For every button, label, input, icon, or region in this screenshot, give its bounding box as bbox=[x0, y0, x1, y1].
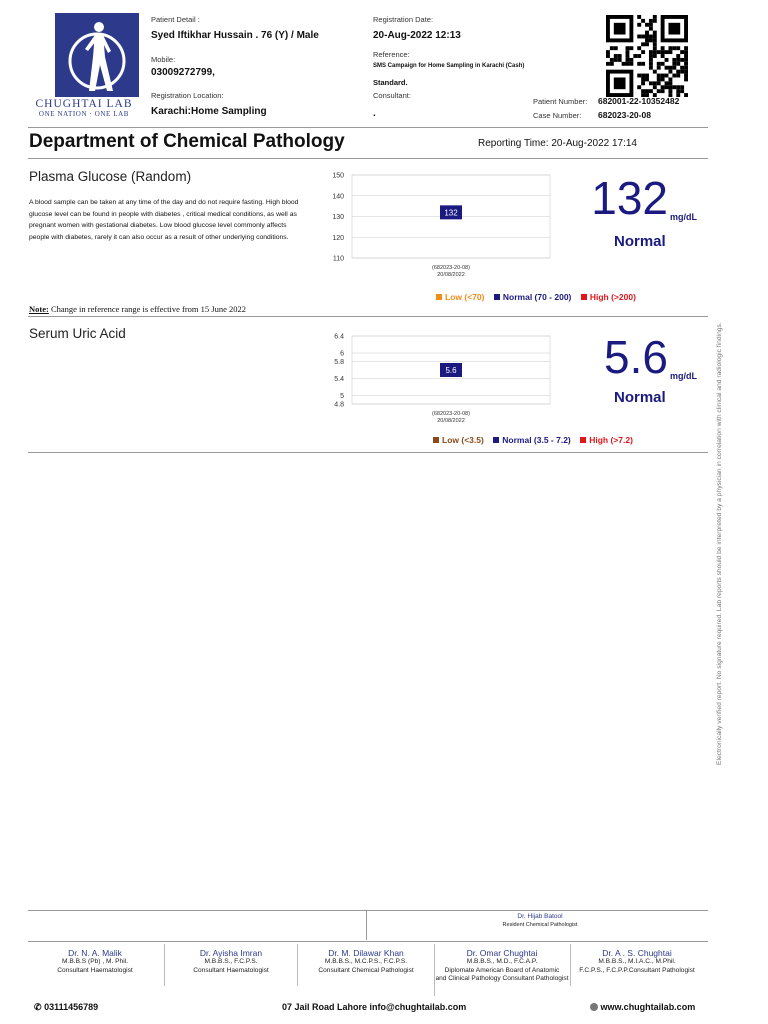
case-number-value: 682023-20-08 bbox=[598, 110, 651, 120]
resident-title: Resident Chemical Pathologist bbox=[502, 922, 578, 928]
legend-low: Low (<70) bbox=[436, 292, 484, 302]
signature-divider bbox=[366, 910, 367, 940]
x-label: (682023-20-08) bbox=[432, 265, 470, 271]
consultant-value: . bbox=[373, 108, 376, 119]
footer-website[interactable]: www.chughtailab.com bbox=[590, 1002, 695, 1012]
uric-acid-unit: mg/dL bbox=[670, 371, 697, 381]
location-value: Karachi:Home Sampling bbox=[151, 106, 267, 117]
test-title-glucose: Plasma Glucose (Random) bbox=[29, 169, 192, 184]
value-marker-label: 132 bbox=[444, 208, 458, 218]
tick-label: 110 bbox=[332, 255, 344, 263]
glucose-value: 132 bbox=[591, 172, 668, 224]
footer-address: 07 Jail Road Lahore info@chughtailab.com bbox=[282, 1002, 467, 1012]
patient-number-value: 682001-22-10352482 bbox=[598, 96, 680, 106]
patient-detail-label: Patient Detail : bbox=[151, 15, 200, 24]
tick-label: 140 bbox=[332, 193, 344, 201]
tick-label: 4.8 bbox=[334, 401, 344, 409]
mobile-value: 03009272799, bbox=[151, 67, 215, 78]
verification-side-text: Electronically verified report. No signature required. Lab reports should be interpreted by a physician in correlation with clinical and radiologic findings. bbox=[716, 322, 723, 765]
tick-label: 150 bbox=[332, 172, 344, 180]
doctors-top-line bbox=[28, 941, 708, 942]
globe-icon bbox=[590, 1003, 598, 1011]
doctor-card: Dr. Ayisha Imran M.B.B.S., F.C.P.S. Consultant Haematologist bbox=[193, 948, 269, 974]
value-marker-label: 5.6 bbox=[445, 366, 457, 375]
glucose-unit: mg/dL bbox=[670, 212, 697, 222]
legend-low: Low (<3.5) bbox=[433, 435, 484, 445]
glucose-legend bbox=[436, 292, 636, 302]
reference-label: Reference: bbox=[373, 50, 410, 59]
location-label: Registration Location: bbox=[151, 91, 224, 100]
legend-normal: Normal (70 - 200) bbox=[494, 292, 572, 302]
registration-date-label: Registration Date: bbox=[373, 15, 434, 24]
test-title-uric-acid: Serum Uric Acid bbox=[29, 326, 126, 341]
logo-name: CHUGHTAI LAB bbox=[35, 98, 133, 110]
signature-top-line bbox=[28, 910, 708, 911]
reference-value-2: Standard. bbox=[373, 78, 408, 87]
reference-note: Note: Change in reference range is effective from 15 June 2022 bbox=[29, 304, 246, 314]
uric-acid-chart bbox=[320, 328, 560, 433]
tick-label: 130 bbox=[332, 214, 344, 221]
header-divider bbox=[28, 127, 708, 128]
resident-name: Dr. Hijab Batool bbox=[517, 913, 563, 920]
doctor-card: Dr. N. A. Malik M.B.B.S (Pb) , M. Phil. Consultant Haematologist bbox=[57, 948, 133, 974]
legend-normal: Normal (3.5 - 7.2) bbox=[493, 435, 571, 445]
doctor-card: Dr. Omar Chughtai M.B.B.S., M.D., F.C.A.P. Diplomate American Board of Anatomic and Clinical Pathology Consultant Pathologist bbox=[435, 948, 569, 982]
lab-logo bbox=[55, 13, 139, 97]
patient-detail-value: Syed Iftikhar Hussain . 76 (Y) / Male bbox=[151, 30, 319, 41]
department-title: Department of Chemical Pathology bbox=[29, 131, 345, 152]
tick-label: 5.4 bbox=[334, 376, 344, 383]
uric-acid-legend bbox=[433, 435, 633, 445]
section-divider-2 bbox=[28, 316, 708, 317]
doctor-card: Dr. A . S. Chughtai M.B.B.S., M.I.A.C., M.Phil. F.C.P.S., F.C.P.P.Consultant Pathologist bbox=[579, 948, 695, 974]
section-divider bbox=[28, 158, 708, 159]
mobile-label: Mobile: bbox=[151, 55, 176, 64]
legend-high: High (>200) bbox=[581, 292, 636, 302]
phone-icon: ✆ bbox=[34, 1002, 42, 1012]
qr-code bbox=[606, 15, 688, 97]
tick-label: 5.8 bbox=[334, 359, 344, 366]
patient-number-label: Patient Number: bbox=[533, 97, 588, 106]
x-label: 20/08/2022 bbox=[437, 418, 465, 424]
registration-date-value: 20-Aug-2022 12:13 bbox=[373, 30, 461, 41]
uric-acid-value: 5.6 bbox=[604, 331, 668, 383]
consultant-label: Consultant: bbox=[373, 91, 411, 100]
case-number-label: Case Number: bbox=[533, 111, 582, 120]
x-label: 20/08/2022 bbox=[437, 272, 465, 278]
tick-label: 6.4 bbox=[334, 333, 344, 341]
glucose-chart bbox=[320, 170, 560, 280]
doctor-card: Dr. M. Dilawar Khan M.B.B.S., M.C.P.S., F.C.P.S. Consultant Chemical Pathologist bbox=[318, 948, 414, 974]
footer-phone[interactable]: ✆ 03111456789 bbox=[34, 1002, 99, 1012]
uric-acid-status: Normal bbox=[614, 389, 666, 406]
reference-value: SMS Campaign for Home Sampling in Karachi (Cash) bbox=[373, 63, 525, 69]
tick-label: 120 bbox=[332, 234, 344, 242]
test-description-glucose: A blood sample can be taken at any time of the day and do not require fasting. High blood glucose level can be found in people with diabetes , critical medical conditions, as well as pregnant women with gestational diabetes. Low blood glucose level commonly affects people with diabetes, rarely it can also occur as a result of other underlying conditions. bbox=[29, 199, 299, 241]
logo-tagline: ONE NATION · ONE LAB bbox=[38, 110, 130, 118]
tick-label: 6 bbox=[340, 350, 344, 358]
tick-label: 5 bbox=[340, 393, 344, 400]
x-label: (682023-20-08) bbox=[432, 411, 470, 417]
section-divider-3 bbox=[28, 452, 708, 453]
legend-high: High (>7.2) bbox=[580, 435, 633, 445]
reporting-time: Reporting Time: 20-Aug-2022 17:14 bbox=[478, 138, 637, 149]
glucose-status: Normal bbox=[614, 233, 666, 250]
